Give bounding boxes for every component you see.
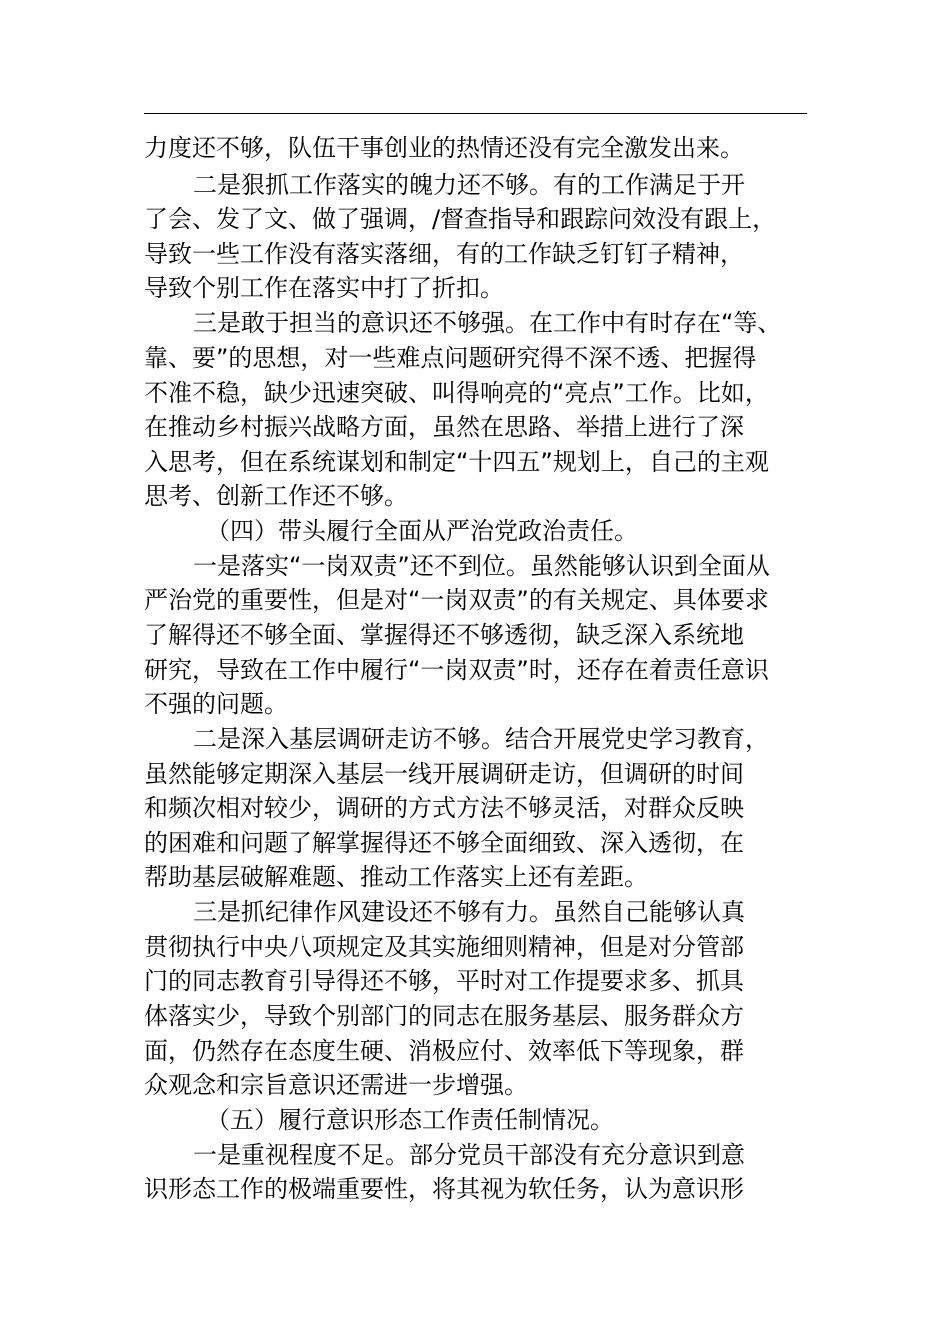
paragraph-start-line: 二是狠抓工作落实的魄力还不够。有的工作满足于开 — [193, 171, 745, 199]
text-line: 严治党的重要性，但是对“一岗双责”的有关规定、具体要求 — [144, 586, 769, 614]
paragraph-start-line: 一是落实“一岗双责”还不到位。虽然能够认识到全面从 — [193, 552, 770, 580]
text-line: 贯彻执行中央八项规定及其实施细则精神，但是对分管部 — [144, 933, 744, 961]
text-line: 不准不稳，缺少迅速突破、叫得响亮的“亮点”工作。比如， — [144, 379, 769, 407]
text-line: 门的同志教育引导得还不够，平时对工作提要求多、抓具 — [144, 967, 744, 995]
paragraph-start-line: 三是抓纪律作风建设还不够有力。虽然自己能够认真 — [193, 898, 745, 926]
text-line: 在推动乡村振兴战略方面，虽然在思路、举措上进行了深 — [144, 413, 744, 441]
text-line: 导致一些工作没有落实落细，有的工作缺乏钉钉子精神， — [144, 240, 744, 268]
section-heading: （五）履行意识形态工作责任制情况。 — [206, 1106, 614, 1134]
text-line: 的困难和问题了解掌握得还不够全面细致、深入透彻，在 — [144, 829, 744, 857]
text-line: 了会、发了文、做了强调，/督查指导和跟踪问效没有跟上， — [144, 205, 777, 233]
text-line: 导致个别工作在落实中打了折扣。 — [144, 274, 504, 302]
text-line: 了解得还不够全面、掌握得还不够透彻，缺乏深入系统地 — [144, 621, 744, 649]
text-line: 靠、要”的思想，对一些难点问题研究得不深不透、把握得 — [144, 344, 757, 372]
paragraph-start-line: 二是深入基层调研走访不够。结合开展党史学习教育， — [193, 725, 769, 753]
section-heading: （四）带头履行全面从严治党政治责任。 — [206, 517, 638, 545]
paragraph-start-line: 一是重视程度不足。部分党员干部没有充分意识到意 — [193, 1141, 745, 1169]
text-line: 思考、创新工作还不够。 — [144, 482, 408, 510]
text-line: 不强的问题。 — [144, 690, 288, 718]
paragraph-start-line: 三是敢于担当的意识还不够强。在工作中有时存在“等、 — [193, 309, 782, 337]
text-line: 研究，导致在工作中履行“一岗双责”时，还存在着责任意识 — [144, 656, 769, 684]
text-line: 和频次相对较少，调研的方式方法不够灵活，对群众反映 — [144, 794, 744, 822]
text-line: 识形态工作的极端重要性，将其视为软任务，认为意识形 — [144, 1175, 744, 1203]
text-line: 虽然能够定期深入基层一线开展调研走访，但调研的时间 — [144, 760, 744, 788]
text-line: 力度还不够，队伍干事创业的热情还没有完全激发出来。 — [144, 134, 744, 162]
text-line: 众观念和宗旨意识还需进一步增强。 — [144, 1071, 528, 1099]
text-line: 体落实少，导致个别部门的同志在服务基层、服务群众方 — [144, 1002, 744, 1030]
text-line: 帮助基层破解难题、推动工作落实上还有差距。 — [144, 863, 648, 891]
text-line: 面，仍然存在态度生硬、消极应付、效率低下等现象，群 — [144, 1037, 744, 1065]
header-rule — [144, 113, 807, 114]
text-line: 入思考，但在系统谋划和制定“十四五”规划上，自己的主观 — [144, 448, 769, 476]
